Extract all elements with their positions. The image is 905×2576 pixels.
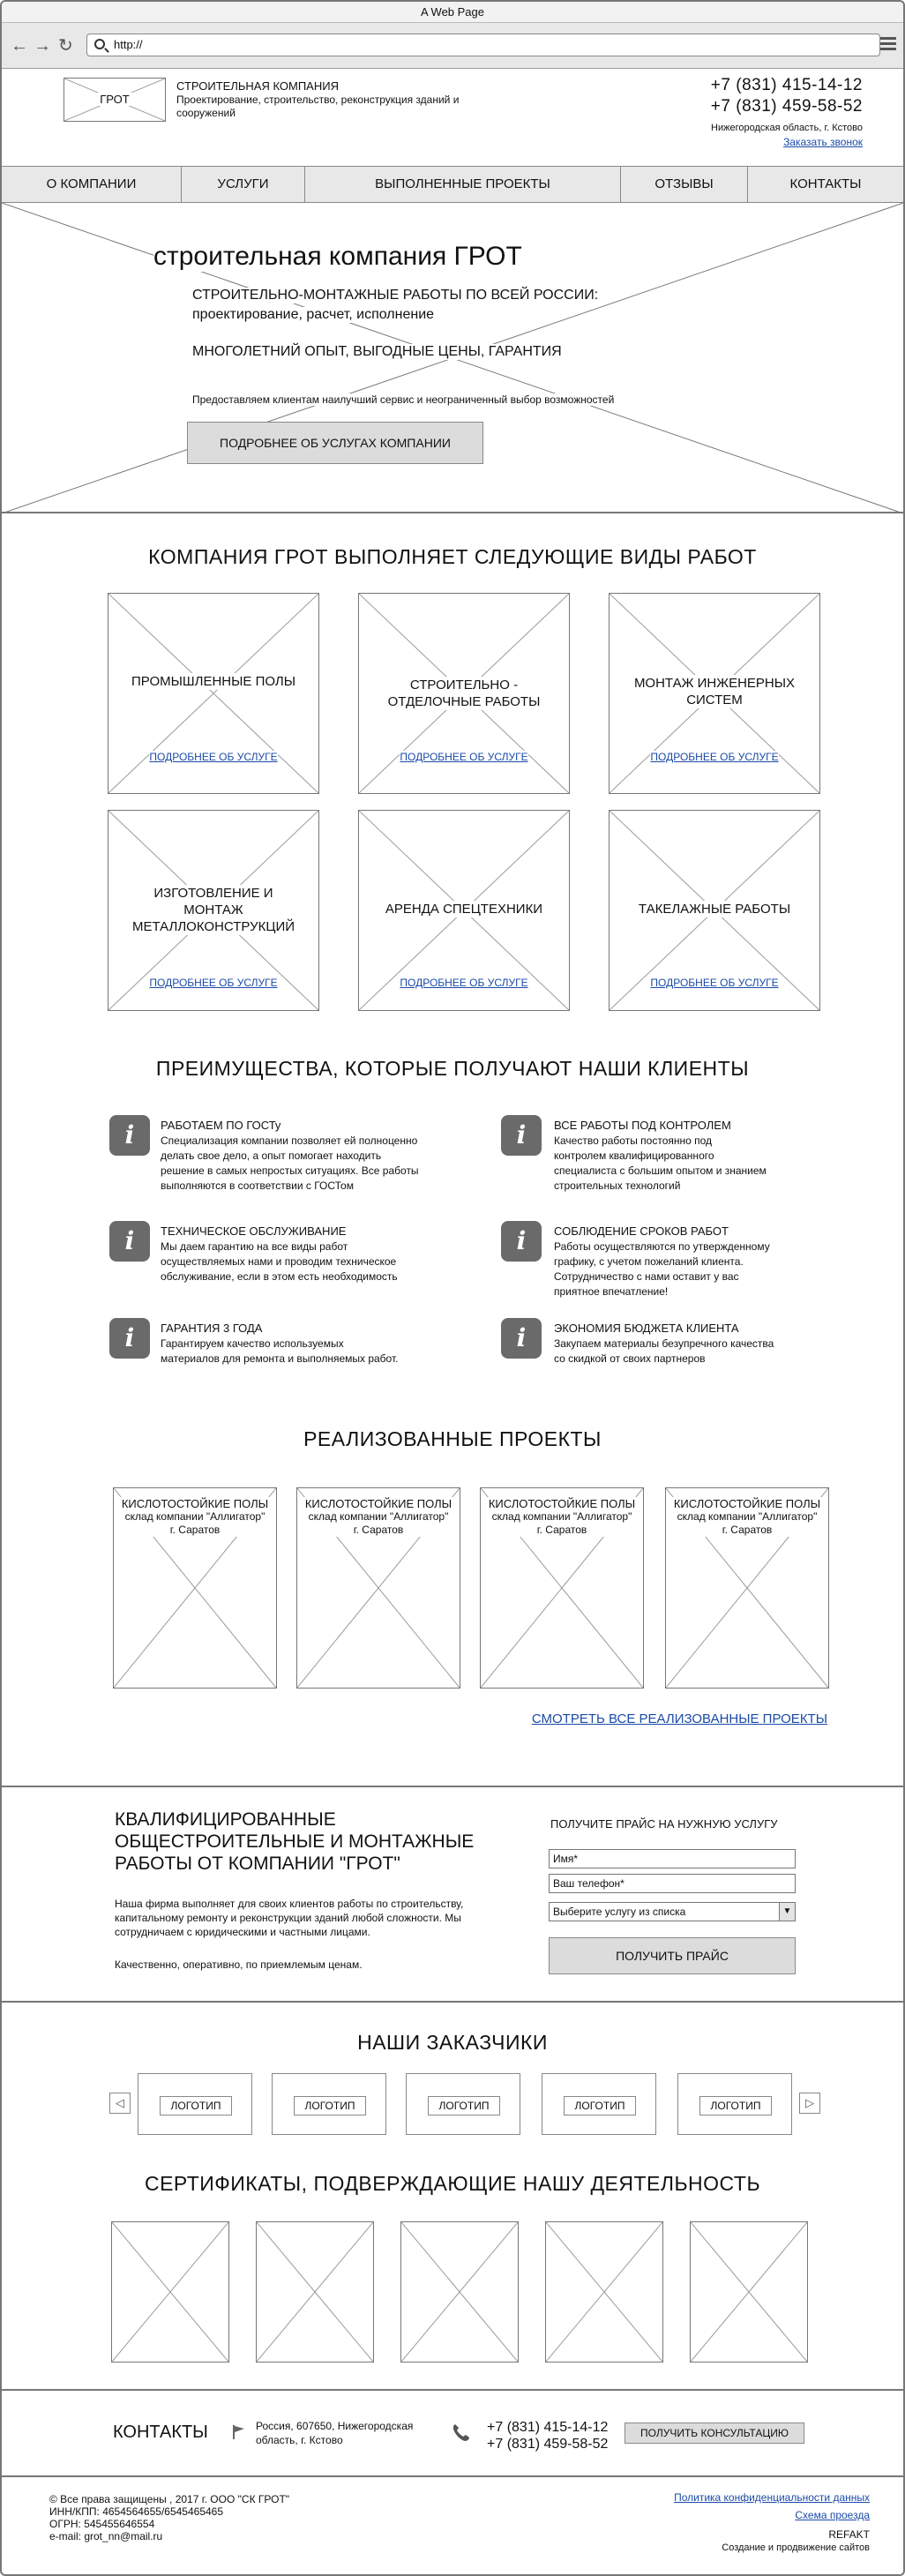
service-card[interactable] xyxy=(609,593,820,794)
service-label: МОНТАЖ ИНЖЕНЕРНЫХ xyxy=(633,676,796,691)
window-title: A Web Page xyxy=(2,2,903,23)
client-logo[interactable] xyxy=(138,2073,252,2135)
contacts-phones[interactable]: +7 (831) 415-14-12 +7 (831) 459-58-52 xyxy=(487,2420,609,2452)
pricing-heading: КВАЛИФИЦИРОВАННЫЕ ОБЩЕСТРОИТЕЛЬНЫЕ И МОНТАЖНЫЕ РАБОТЫ ОТ КОМПАНИИ "ГРОТ" xyxy=(115,1809,475,1874)
projects-title: РЕАЛИЗОВАННЫЕ ПРОЕКТЫ xyxy=(303,1427,602,1450)
certificate-image[interactable] xyxy=(256,2221,374,2363)
service-card[interactable] xyxy=(358,810,570,1011)
service-select[interactable] xyxy=(549,1902,796,1921)
service-label: ОТДЕЛОЧНЫЕ РАБОТЫ xyxy=(387,694,541,709)
service-label: СИСТЕМ xyxy=(686,693,743,708)
advantage-title: РАБОТАЕМ ПО ГОСТу xyxy=(161,1119,281,1132)
project-title: КИСЛОТОСТОЙКИЕ ПОЛЫ xyxy=(121,1497,269,1510)
flag-icon xyxy=(231,2424,245,2440)
service-label: МЕТАЛЛОКОНСТРУКЦИЙ xyxy=(131,919,295,934)
company-name: СТРОИТЕЛЬНАЯ КОМПАНИЯ xyxy=(176,79,339,93)
browser-toolbar xyxy=(2,23,903,69)
hero-line-2: проектирование, расчет, исполнение xyxy=(192,307,435,322)
advantage-title: ГАРАНТИЯ 3 ГОДА xyxy=(161,1322,263,1335)
hero-title: строительная компания ГРОТ xyxy=(153,242,522,271)
info-icon: i xyxy=(109,1115,150,1156)
forward-icon[interactable]: → xyxy=(34,36,51,56)
url-text: http:// xyxy=(114,38,143,51)
advantage-text: Гарантируем качество используемых материалов для ремонта и выполняемых работ. xyxy=(161,1337,399,1365)
client-logo-label: ЛОГОТИП xyxy=(564,2096,636,2115)
hamburger-menu-icon[interactable] xyxy=(880,37,896,51)
certificate-image[interactable] xyxy=(400,2221,519,2363)
service-details-link[interactable]: ПОДРОБНЕЕ ОБ УСЛУГЕ xyxy=(149,751,278,763)
hero-line-4: Предоставляем клиентам наилучший сервис и неограниченный выбор возможностей xyxy=(192,393,615,406)
project-card[interactable] xyxy=(296,1487,460,1689)
client-logo-label: ЛОГОТИП xyxy=(294,2096,366,2115)
pricing-description: Наша фирма выполняет для своих клиентов работы по строительству, капитальному ремонту и реконструкции зданий любой сложности. Мы сотрудничаем с юридическими и частными лицами. xyxy=(115,1898,464,1938)
name-input[interactable]: Имя* xyxy=(549,1849,796,1868)
all-projects-link[interactable]: СМОТРЕТЬ ВСЕ РЕАЛИЗОВАННЫЕ ПРОЕКТЫ xyxy=(531,1711,827,1726)
project-city: г. Саратов xyxy=(536,1524,587,1536)
info-icon: i xyxy=(501,1318,542,1359)
section-divider xyxy=(2,2001,903,2003)
header-phone-1[interactable]: +7 (831) 415-14-12 xyxy=(710,76,863,94)
project-title: КИСЛОТОСТОЙКИЕ ПОЛЫ xyxy=(304,1497,452,1510)
client-logo-label: ЛОГОТИП xyxy=(699,2096,772,2115)
project-card[interactable] xyxy=(665,1487,829,1689)
nav-item-services[interactable]: УСЛУГИ xyxy=(182,167,305,202)
project-subtitle: склад компании "Аллигатор" xyxy=(124,1510,266,1523)
advantage-text: Качество работы постоянно под контролем квалифицированного специалиста с большим опытом и знанием строительных технологий xyxy=(554,1134,767,1192)
client-logo-label: ЛОГОТИП xyxy=(428,2096,500,2115)
hero-line-1: СТРОИТЕЛЬНО-МОНТАЖНЫЕ РАБОТЫ ПО ВСЕЙ РОССИИ: xyxy=(192,288,599,303)
consultation-button[interactable]: ПОЛУЧИТЬ КОНСУЛЬТАЦИЮ xyxy=(625,2422,804,2444)
project-card[interactable] xyxy=(113,1487,277,1689)
service-card[interactable] xyxy=(108,593,319,794)
service-details-link[interactable]: ПОДРОБНЕЕ ОБ УСЛУГЕ xyxy=(400,751,528,763)
advantage-text: Работы осуществляются по утвержденному графику, с учетом пожеланий клиента. Сотрудничество с нами оставит у вас приятное впечатление! xyxy=(554,1240,770,1298)
client-logo[interactable] xyxy=(542,2073,656,2135)
project-city: г. Саратов xyxy=(353,1524,404,1536)
callback-link[interactable]: Заказать звонок xyxy=(783,136,863,148)
footer-company-info: © Все права защищены , 2017 г. ООО "СК ГРОТ" ИНН/КПП: 4654564655/6545465465 ОГРН: 545455646554 e-mail: grot_nn@mail.ru xyxy=(49,2493,290,2542)
service-details-link[interactable]: ПОДРОБНЕЕ ОБ УСЛУГЕ xyxy=(650,751,779,763)
nav-item-about[interactable]: О КОМПАНИИ xyxy=(2,167,182,202)
advantage-text: Мы даем гарантию на все виды работ осуществляемых нами и проводим техническое обслуживание, если в этом есть необходимость xyxy=(161,1240,398,1283)
service-card[interactable] xyxy=(108,810,319,1011)
header-phone-2[interactable]: +7 (831) 459-58-52 xyxy=(710,97,863,116)
client-logo-label: ЛОГОТИП xyxy=(160,2096,232,2115)
privacy-policy-link[interactable]: Политика конфиденциальности данных xyxy=(674,2491,870,2504)
project-title: КИСЛОТОСТОЙКИЕ ПОЛЫ xyxy=(673,1497,821,1510)
info-icon: i xyxy=(109,1318,150,1359)
project-subtitle: склад компании "Аллигатор" xyxy=(677,1510,818,1523)
certificates-title: СЕРТИФИКАТЫ, ПОДВЕРЖДАЮЩИЕ НАШУ ДЕЯТЕЛЬНОСТЬ xyxy=(144,2172,761,2195)
advantage-title: СОБЛЮДЕНИЕ СРОКОВ РАБОТ xyxy=(554,1224,729,1238)
header-address: Нижегородская область, г. Кстово xyxy=(711,123,863,133)
hero-banner xyxy=(2,203,903,513)
company-description: Проектирование, строительство, реконструкция зданий и сооружений xyxy=(176,94,460,119)
project-subtitle: склад компании "Аллигатор" xyxy=(308,1510,449,1523)
service-details-link[interactable]: ПОДРОБНЕЕ ОБ УСЛУГЕ xyxy=(650,977,779,989)
reload-icon[interactable]: ↻ xyxy=(58,36,73,56)
section-divider xyxy=(2,1786,903,1787)
back-icon[interactable]: ← xyxy=(11,36,28,56)
service-details-link[interactable]: ПОДРОБНЕЕ ОБ УСЛУГЕ xyxy=(400,977,528,989)
service-card[interactable] xyxy=(609,810,820,1011)
project-card[interactable] xyxy=(480,1487,644,1689)
service-label: АРЕНДА СПЕЦТЕХНИКИ xyxy=(385,902,543,917)
certificate-image[interactable] xyxy=(545,2221,663,2363)
certificate-image[interactable] xyxy=(111,2221,229,2363)
section-divider xyxy=(2,2475,903,2477)
get-price-button[interactable]: ПОЛУЧИТЬ ПРАЙС xyxy=(549,1937,796,1974)
nav-item-contacts[interactable]: КОНТАКТЫ xyxy=(789,176,862,191)
hero-line-3: МНОГОЛЕТНИЙ ОПЫТ, ВЫГОДНЫЕ ЦЕНЫ, ГАРАНТИЯ xyxy=(192,344,562,359)
service-label: МОНТАЖ xyxy=(183,902,243,917)
advantage-title: ТЕХНИЧЕСКОЕ ОБСЛУЖИВАНИЕ xyxy=(161,1224,347,1238)
project-title: КИСЛОТОСТОЙКИЕ ПОЛЫ xyxy=(488,1497,636,1510)
certificate-image[interactable] xyxy=(690,2221,808,2363)
phone-input[interactable]: Ваш телефон* xyxy=(549,1874,796,1893)
project-city: г. Саратов xyxy=(169,1524,221,1536)
service-label: ИЗГОТОВЛЕНИЕ И xyxy=(153,886,273,901)
advantages-title: ПРЕИМУЩЕСТВА, КОТОРЫЕ ПОЛУЧАЮТ НАШИ КЛИЕНТЫ xyxy=(155,1057,750,1080)
client-logo[interactable] xyxy=(406,2073,520,2135)
client-logo[interactable] xyxy=(677,2073,792,2135)
logo-text: ГРОТ xyxy=(96,93,132,106)
project-city: г. Саратов xyxy=(722,1524,773,1536)
section-divider xyxy=(2,2389,903,2391)
clients-prev-button[interactable]: ◁ xyxy=(109,2093,131,2114)
service-select-value: Выберите услугу из списка xyxy=(553,1906,686,1918)
advantage-text: Закупаем материалы безупречного качества со скидкой от своих партнеров xyxy=(554,1337,774,1365)
phone-icon xyxy=(452,2422,471,2442)
chevron-down-icon[interactable]: ▼ xyxy=(779,1903,795,1921)
pricing-slogan: Качественно, оперативно, по приемлемым ценам. xyxy=(115,1958,363,1971)
search-icon xyxy=(94,39,105,49)
advantage-title: ЭКОНОМИЯ БЮДЖЕТА КЛИЕНТА xyxy=(554,1322,739,1335)
info-icon: i xyxy=(501,1221,542,1262)
info-icon: i xyxy=(109,1221,150,1262)
service-card[interactable] xyxy=(358,593,570,794)
services-details-button[interactable]: ПОДРОБНЕЕ ОБ УСЛУГАХ КОМПАНИИ xyxy=(187,422,483,464)
clients-next-button[interactable]: ▷ xyxy=(799,2093,820,2114)
advantage-text: Специализация компании позволяет ей полноценно делать свое дело, а опыт помогает находить решение в самых непростых ситуациях. Все работы выполняются в соответствии с ГОСТом xyxy=(161,1134,419,1192)
service-label: ПРОМЫШЛЕННЫЕ ПОЛЫ xyxy=(131,674,295,689)
studio-description: Создание и продвижение сайтов xyxy=(722,2542,870,2553)
advantage-title: ВСЕ РАБОТЫ ПОД КОНТРОЛЕМ xyxy=(554,1119,731,1132)
client-logo[interactable] xyxy=(272,2073,386,2135)
logo[interactable] xyxy=(64,78,166,122)
studio-name[interactable]: REFAKT xyxy=(828,2528,870,2541)
services-title: КОМПАНИЯ ГРОТ ВЫПОЛНЯЕТ СЛЕДУЮЩИЕ ВИДЫ РАБОТ xyxy=(148,545,757,568)
service-label: ТАКЕЛАЖНЫЕ РАБОТЫ xyxy=(638,902,791,917)
project-subtitle: склад компании "Аллигатор" xyxy=(491,1510,632,1523)
form-title: ПОЛУЧИТЕ ПРАЙС НА НУЖНУЮ УСЛУГУ xyxy=(550,1817,778,1831)
contacts-address: Россия, 607650, Нижегородская область, г. Кстово xyxy=(256,2420,414,2446)
contacts-title: КОНТАКТЫ xyxy=(113,2422,208,2442)
main-nav xyxy=(2,166,903,203)
nav-item-reviews[interactable]: ОТЗЫВЫ xyxy=(621,167,748,202)
service-details-link[interactable]: ПОДРОБНЕЕ ОБ УСЛУГЕ xyxy=(149,977,278,989)
nav-item-projects[interactable]: ВЫПОЛНЕННЫЕ ПРОЕКТЫ xyxy=(305,167,621,202)
service-label: СТРОИТЕЛЬНО - xyxy=(409,678,519,693)
address-bar[interactable] xyxy=(86,34,880,56)
info-icon: i xyxy=(501,1115,542,1156)
directions-link[interactable]: Схема проезда xyxy=(795,2509,870,2521)
clients-title: НАШИ ЗАКАЗЧИКИ xyxy=(357,2031,548,2054)
